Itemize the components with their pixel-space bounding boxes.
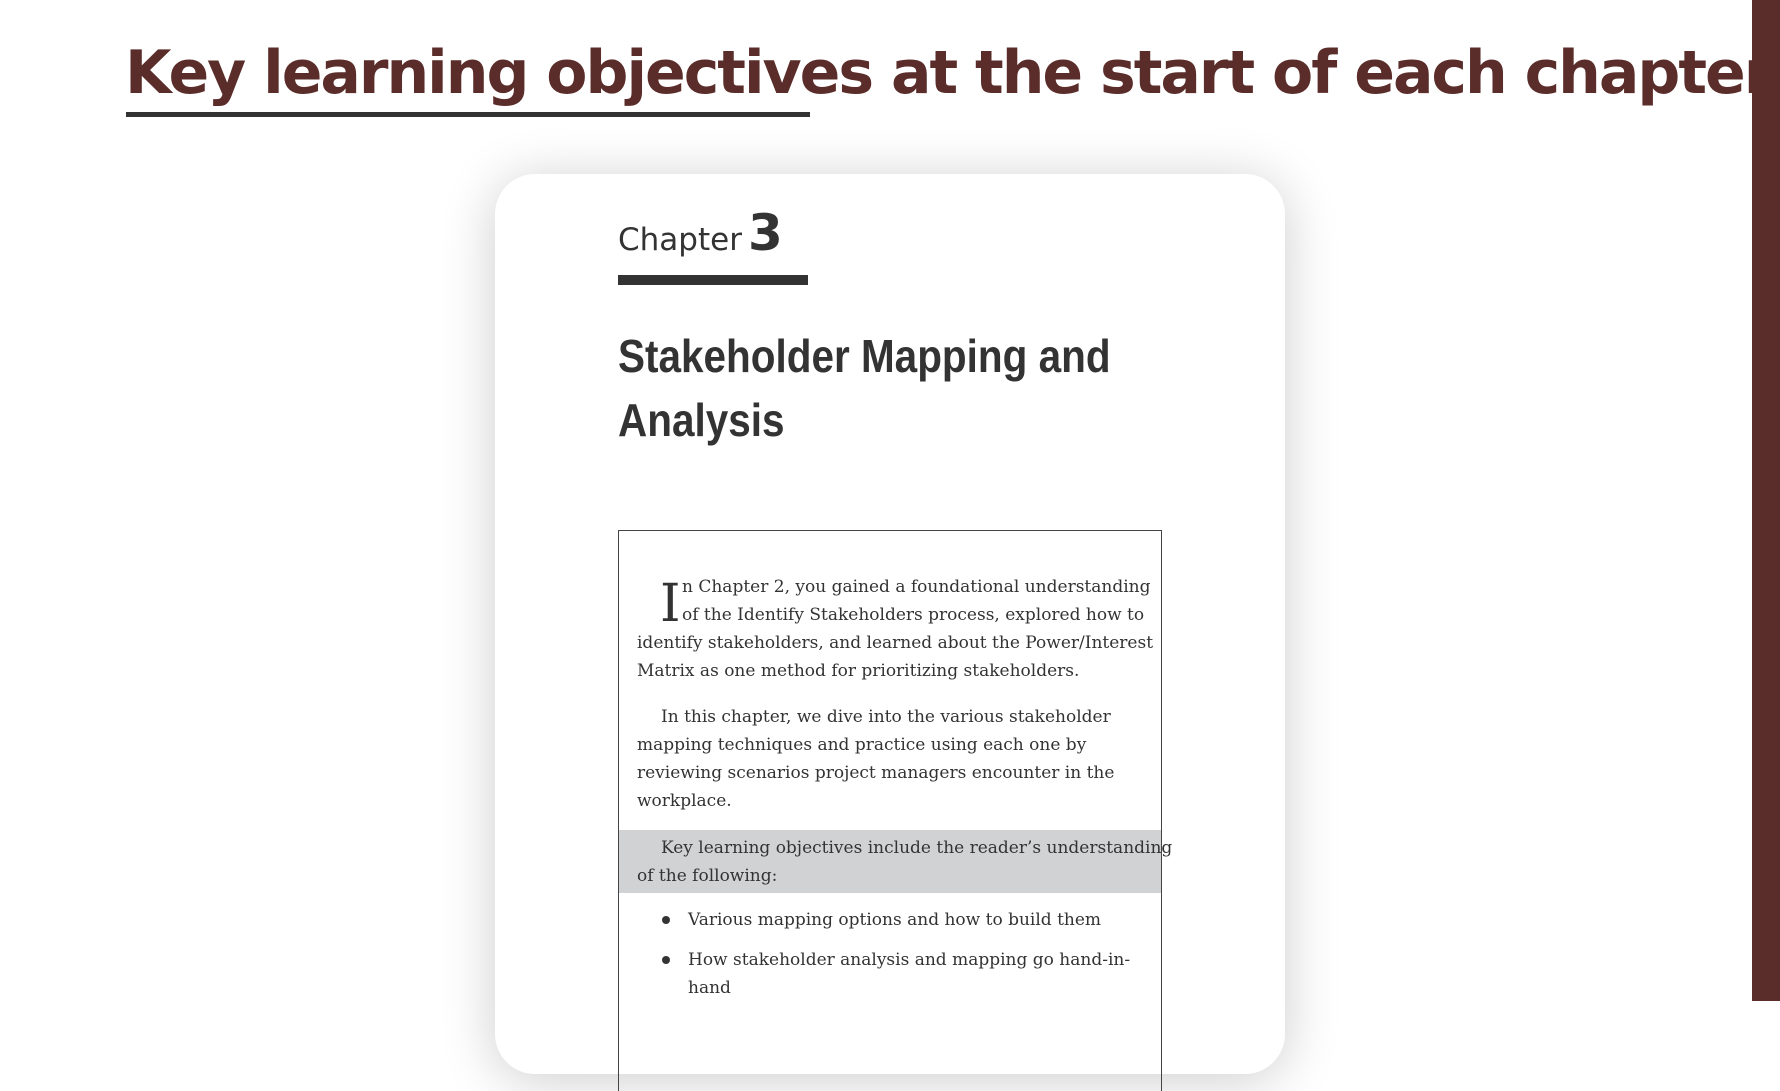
- chapter-label: [618, 204, 783, 262]
- intro-line: n Chapter 2, you gained a foundational understanding: [682, 577, 1151, 597]
- objectives-intro-line: Key learning objectives include the reader’s understanding: [661, 838, 1173, 858]
- bullet-icon: [662, 956, 670, 964]
- chapter-word: Chapter: [618, 222, 742, 258]
- intro-line: Matrix as one method for prioritizing stakeholders.: [637, 661, 1080, 681]
- overview-line: workplace.: [637, 791, 732, 811]
- objective-line: Various mapping options and how to build them: [688, 910, 1102, 930]
- objective-line: How stakeholder analysis and mapping go hand-in-: [688, 950, 1131, 970]
- list-item: [637, 946, 1142, 1002]
- overview-line: mapping techniques and practice using each one by: [637, 735, 1087, 755]
- intro-line: identify stakeholders, and learned about the Power/Interest: [637, 633, 1154, 653]
- chapter-title: Stakeholder Mapping and Analysis: [618, 330, 1111, 446]
- drop-cap: I: [660, 574, 681, 634]
- chapter-number: 3: [747, 204, 783, 262]
- book-page-preview: [495, 174, 1285, 1074]
- intro-line: of the Identify Stakeholders process, explored how to: [682, 605, 1145, 625]
- right-accent-bar: [1752, 0, 1780, 1001]
- intro-paragraph: [637, 573, 1154, 685]
- objectives-intro-paragraph: [637, 834, 1173, 890]
- chapter-overview-paragraph: [637, 703, 1142, 815]
- objectives-intro-line: of the following:: [637, 866, 778, 886]
- chapter-underline: [618, 275, 808, 285]
- objective-line: hand: [688, 978, 731, 998]
- overview-line: In this chapter, we dive into the various stakeholder: [661, 707, 1111, 727]
- title-underline: [126, 112, 810, 117]
- list-item: [637, 906, 1142, 934]
- learning-objectives-list: [637, 906, 1142, 1014]
- slide-title: Key learning objectives at the start of each chapter: [125, 38, 1772, 108]
- overview-line: reviewing scenarios project managers encounter in the: [637, 763, 1115, 783]
- chapter-intro-box: [618, 530, 1173, 1091]
- bullet-icon: [662, 916, 670, 924]
